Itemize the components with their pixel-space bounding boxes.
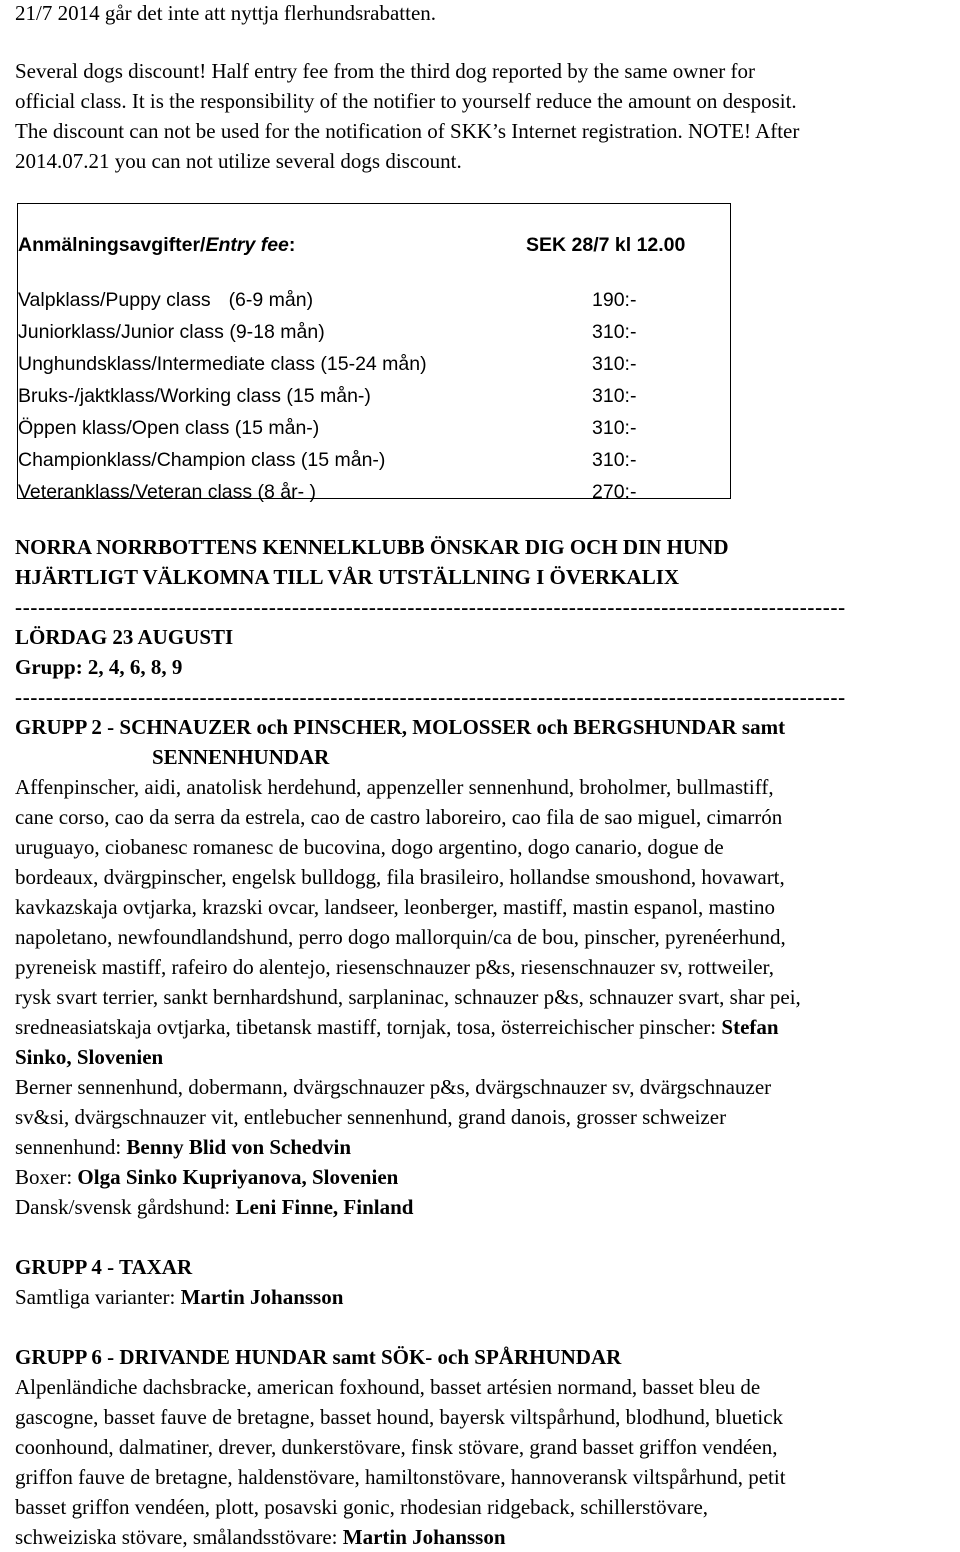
breed-line: uruguayo, ciobanesc romanesc de bucovina, dogo argentino, dogo canario, dogue de <box>15 835 724 859</box>
fee-class-label: Veteranklass/Veteran class (8 år- ) <box>18 481 317 503</box>
group6-title: GRUPP 6 - DRIVANDE HUNDAR samt SÖK- och SPÅRHUNDAR <box>15 1345 622 1369</box>
breed-line: Berner sennenhund, dobermann, dvärgschnauzer p&s, dvärgschnauzer sv, dvärgschnauzer <box>15 1075 772 1099</box>
fee-class-label: Unghundsklass/Intermediate class (15-24 mån) <box>18 353 427 375</box>
judge-name: Martin Johansson <box>180 1285 344 1309</box>
fee-amount: 190:- <box>592 289 637 311</box>
breed-line <box>15 1282 957 1312</box>
fee-heading-prefix: Anmälningsavgifter/ <box>18 234 206 256</box>
fee-row <box>18 316 730 348</box>
breed-line: sv&si, dvärgschnauzer vit, entlebucher sennenhund, grand danois, grosser schweizer <box>15 1105 727 1129</box>
breed-line <box>15 1162 957 1192</box>
fee-row <box>18 476 730 508</box>
breed-line: bordeaux, dvärgpinscher, engelsk bulldogg, fila brasileiro, hollandse smoushond, hovawart, <box>15 865 785 889</box>
fee-class-label <box>18 284 313 316</box>
notice-line: official class. It is the responsibility of the notifier to yourself reduce the amount on desposit. <box>15 89 797 113</box>
fee-amount: 270:- <box>592 481 637 503</box>
breed-text: sredneasiatskaja ovtjarka, tibetansk mastiff, tornjak, tosa, österreichischer pinscher: <box>15 1015 722 1039</box>
discount-notice <box>15 56 799 176</box>
fee-class-label: Bruks-/jaktklass/Working class (15 mån-) <box>18 385 371 407</box>
breed-line <box>15 1192 957 1222</box>
fee-class-label: Juniorklass/Junior class (9-18 mån) <box>18 321 325 343</box>
breed-text: schweiziska stövare, smålandsstövare: <box>15 1525 343 1549</box>
judge-name: Olga Sinko Kupriyanova, Slovenien <box>77 1165 399 1189</box>
fee-amount: 310:- <box>592 321 637 343</box>
fee-class-name: Valpklass/Puppy class <box>18 289 211 311</box>
breed-line: Affenpinscher, aidi, anatolisk herdehund, appenzeller sennenhund, broholmer, bullmastiff, <box>15 775 774 799</box>
breed-line: rysk svart terrier, sankt bernhardshund, sarplaninac, schnauzer p&s, schnauzer svart, shar pei, <box>15 985 801 1009</box>
breed-line: basset griffon vendéen, plott, posavski gonic, rhodesian ridgeback, schillerstövare, <box>15 1495 709 1519</box>
show-day: LÖRDAG 23 AUGUSTI <box>15 625 234 649</box>
judge-name: Martin Johansson <box>342 1525 506 1549</box>
breed-text: Boxer: <box>15 1165 78 1189</box>
judge-name: Sinko, Slovenien <box>15 1045 164 1069</box>
breed-text: sennenhund: <box>15 1135 127 1159</box>
divider-line: ------------------------------------------------------------------------------------------------------------ <box>15 685 846 709</box>
notice-line: Several dogs discount! Half entry fee from the third dog reported by the same owner for <box>15 59 756 83</box>
breed-text: Samtliga varianter: <box>15 1285 181 1309</box>
notice-line: The discount can not be used for the notification of SKK’s Internet registration. NOTE! After <box>15 119 800 143</box>
breed-line <box>15 1012 957 1042</box>
breed-line: coonhound, dalmatiner, drever, dunkerstövare, finsk stövare, grand basset griffon vendéen, <box>15 1435 778 1459</box>
judge-name: Benny Blid von Schedvin <box>126 1135 352 1159</box>
breed-line: gascogne, basset fauve de bretagne, basset hound, bayersk viltspårhund, blodhund, bluetick <box>15 1405 784 1429</box>
fee-deadline: SEK 28/7 kl 12.00 <box>526 234 686 256</box>
intro-line: 21/7 2014 går det inte att nyttja flerhundsrabatten. <box>15 1 437 25</box>
fee-class-age: (6-9 mån) <box>228 289 314 311</box>
breed-line <box>15 1522 957 1552</box>
breed-line: kavkazskaja ovtjarka, krazski ovcar, landseer, leonberger, mastiff, mastin espanol, mastino <box>15 895 776 919</box>
breed-line <box>15 1132 957 1162</box>
fee-class-label: Öppen klass/Open class (15 mån-) <box>18 417 320 439</box>
fee-table-heading <box>18 229 295 261</box>
group2-title-cont: SENNENHUNDAR <box>152 745 330 769</box>
entry-fee-table <box>17 203 731 503</box>
fee-heading-suffix: : <box>288 234 296 256</box>
judge-name: Stefan <box>721 1015 779 1039</box>
breed-line: pyreneisk mastiff, rafeiro do alentejo, riesenschnauzer p&s, riesenschnauzer sv, rottweiler, <box>15 955 774 979</box>
fee-row <box>18 284 730 316</box>
group2-title: GRUPP 2 - SCHNAUZER och PINSCHER, MOLOSSER och BERGSHUNDAR samt <box>15 715 786 739</box>
fee-row <box>18 444 730 476</box>
breed-line: griffon fauve de bretagne, haldenstövare, hamiltonstövare, hannoveransk viltspårhund, petit <box>15 1465 786 1489</box>
groups-line: Grupp: 2, 4, 6, 8, 9 <box>15 655 183 679</box>
divider-line: ------------------------------------------------------------------------------------------------------------ <box>15 595 846 619</box>
fee-amount: 310:- <box>592 353 637 375</box>
group4-title: GRUPP 4 - TAXAR <box>15 1255 193 1279</box>
breed-line: Alpenländiche dachsbracke, american foxhound, basset artésien normand, basset bleu de <box>15 1375 761 1399</box>
fee-rows <box>18 284 730 508</box>
notice-line: 2014.07.21 you can not utilize several dogs discount. <box>15 149 462 173</box>
fee-row <box>18 348 730 380</box>
breed-line: napoletano, newfoundlandshund, perro dogo mallorquin/ca de bou, pinscher, pyrenéerhund, <box>15 925 786 949</box>
welcome-line: HJÄRTLIGT VÄLKOMNA TILL VÅR UTSTÄLLNING I ÖVERKALIX <box>15 565 680 589</box>
fee-class-label: Championklass/Champion class (15 mån-) <box>18 449 386 471</box>
fee-amount: 310:- <box>592 385 637 407</box>
fee-row <box>18 380 730 412</box>
fee-amount: 310:- <box>592 417 637 439</box>
breed-text: Dansk/svensk gårdshund: <box>15 1195 236 1219</box>
breed-line: cane corso, cao da serra da estrela, cao de castro laboreiro, cao fila de sao miguel, cimarrón <box>15 805 783 829</box>
fee-amount: 310:- <box>592 449 637 471</box>
fee-heading-italic: Entry fee <box>205 234 289 256</box>
show-program <box>15 532 957 1552</box>
fee-row <box>18 412 730 444</box>
welcome-line: NORRA NORRBOTTENS KENNELKLUBB ÖNSKAR DIG OCH DIN HUND <box>15 535 729 559</box>
judge-name: Leni Finne, Finland <box>235 1195 414 1219</box>
